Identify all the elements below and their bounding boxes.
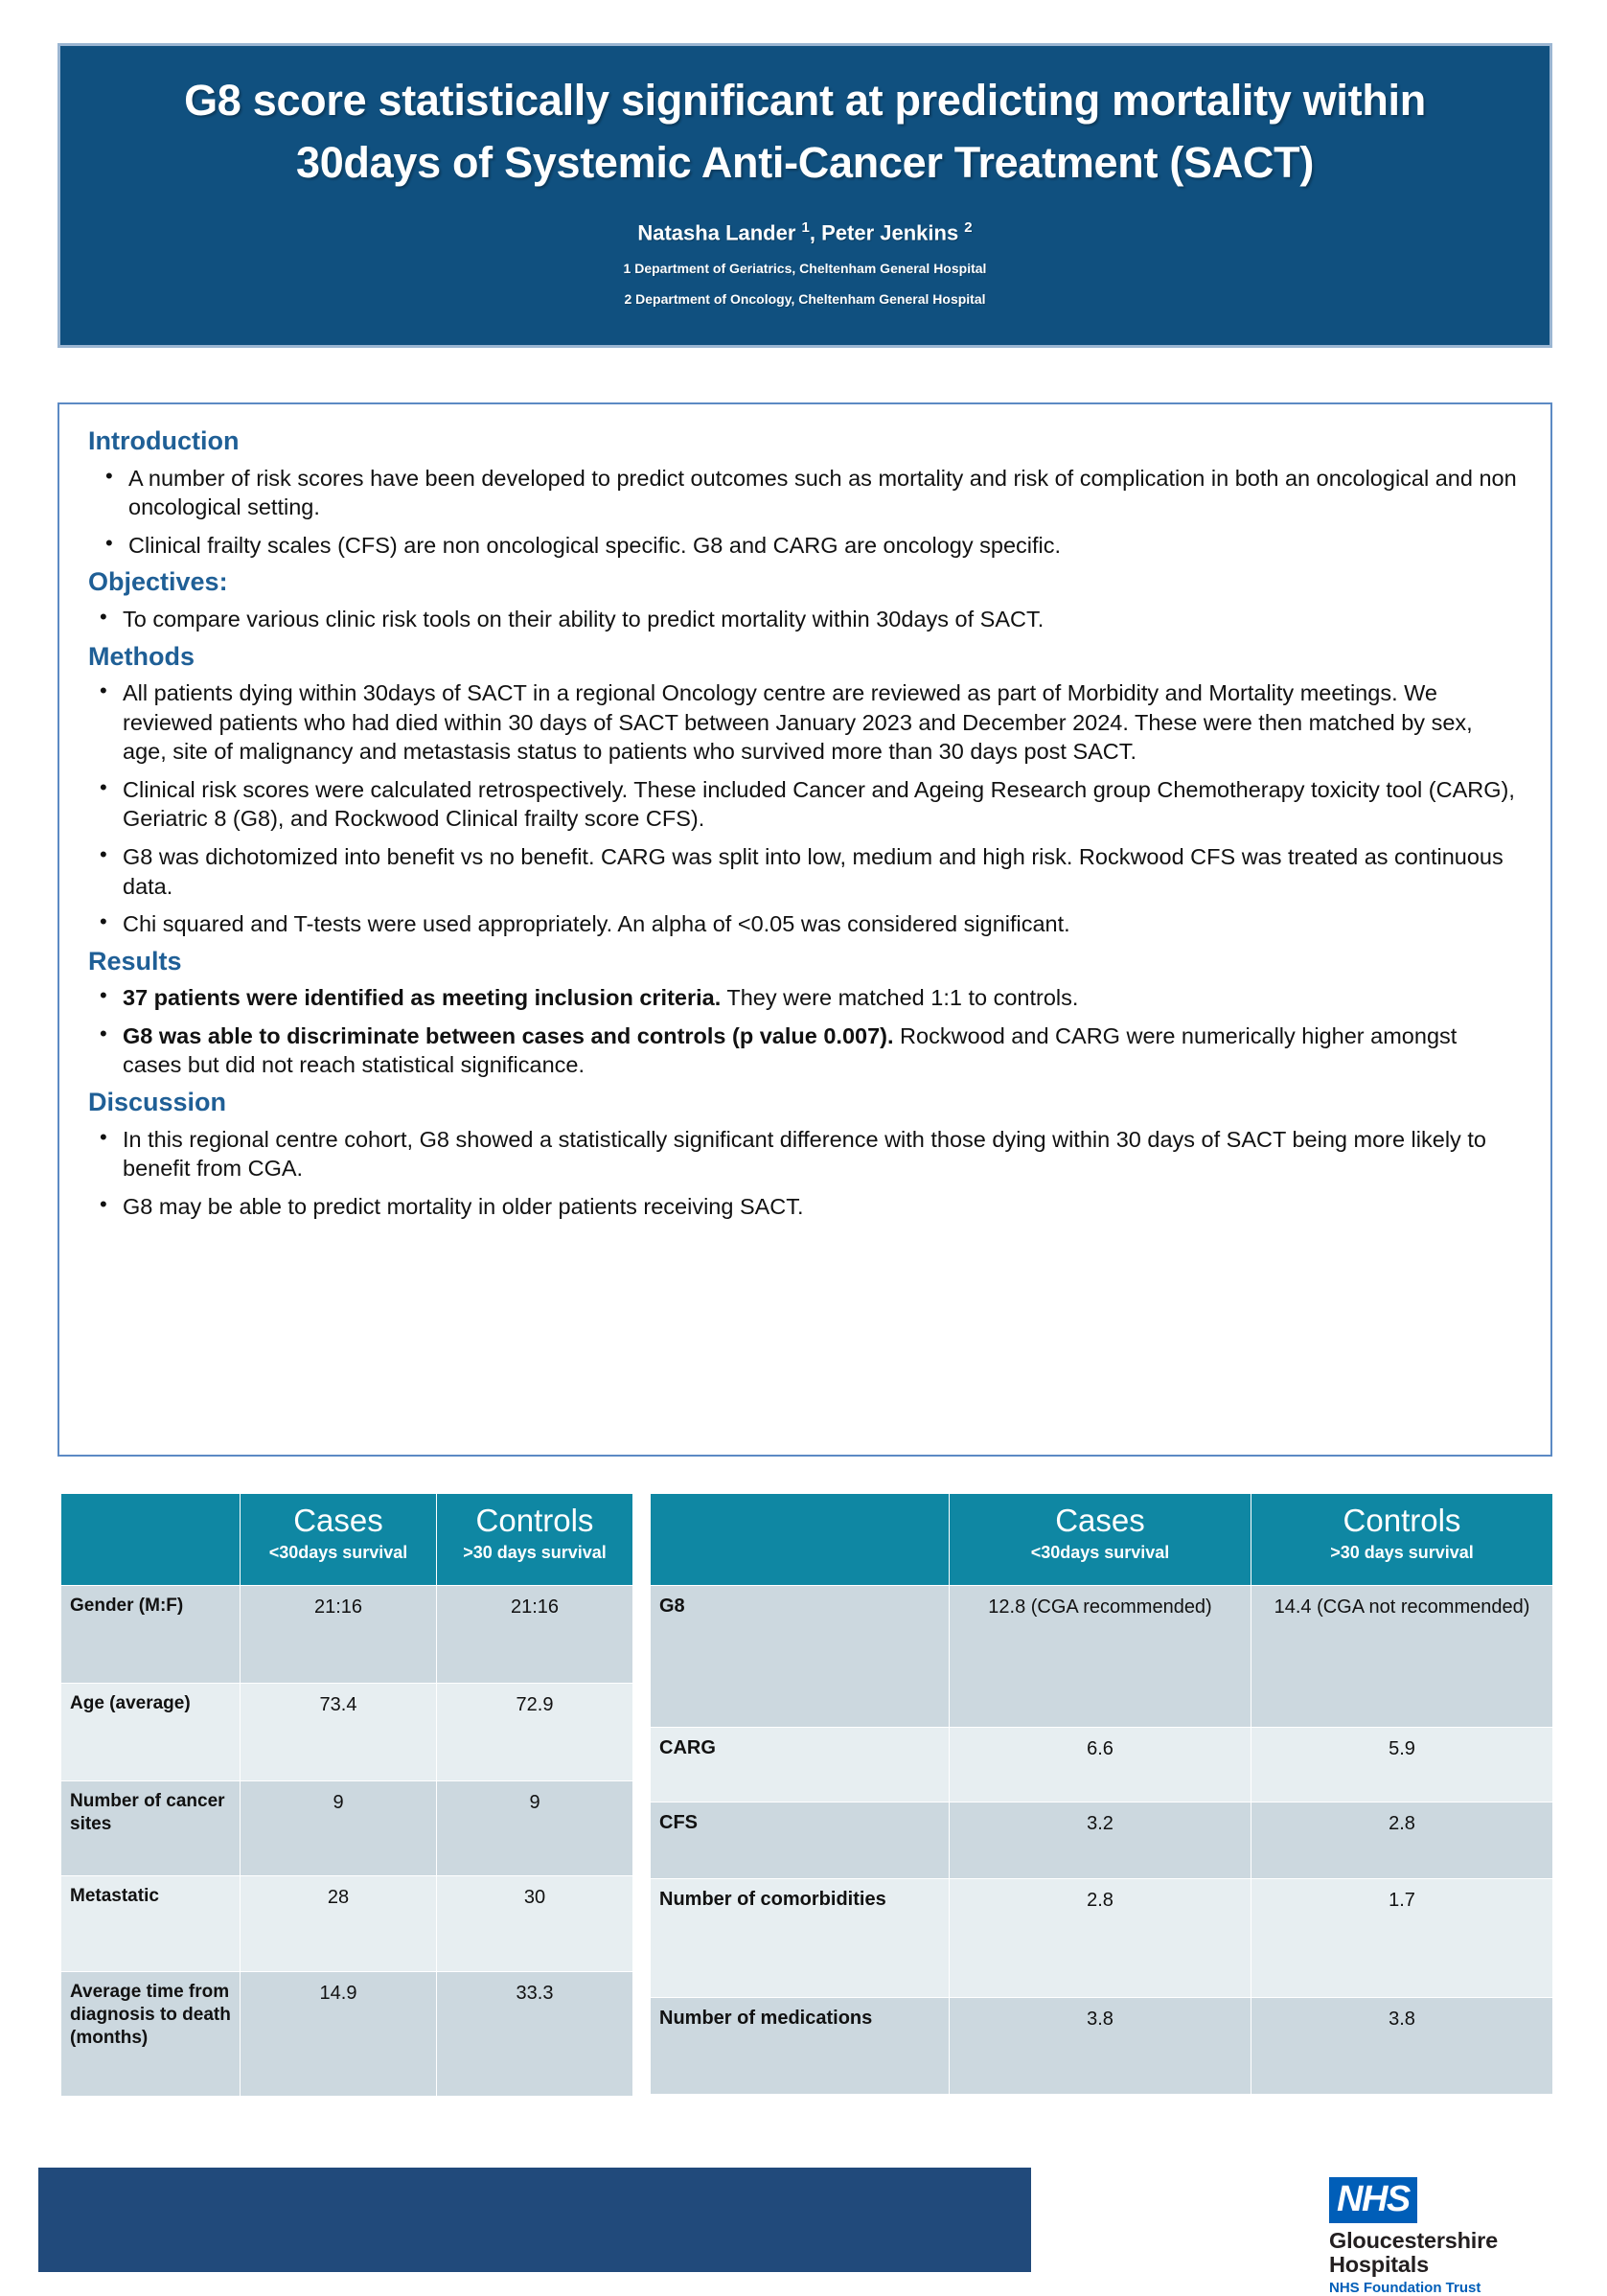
title-line-1: G8 score statistically significant at predicting mortality within: [184, 76, 1426, 125]
cell-cases: 6.6: [950, 1728, 1251, 1802]
cell-cases: 3.2: [950, 1802, 1251, 1879]
row-label: Number of comorbidities: [651, 1879, 950, 1998]
table-row: [651, 1728, 1553, 1802]
column-header-cases: [241, 1494, 437, 1586]
table-demographics-body: [61, 1586, 633, 2097]
table-demographics: [60, 1493, 633, 2097]
cell-cases: 12.8 (CGA recommended): [950, 1586, 1251, 1728]
row-label: CARG: [651, 1728, 950, 1802]
column-header-controls-title: Controls: [475, 1503, 594, 1538]
list-item: • Clinical risk scores were calculated retrospectively. These included Cancer and Ageing Research group Chemotherapy toxicity tool (CARG), Geriatric 8 (G8), and Rockwood Clinical frailty score CFS).: [88, 775, 1522, 834]
column-header-controls-subtitle: >30 days survival: [1330, 1542, 1474, 1562]
table-row: [651, 1998, 1553, 2095]
cell-controls: 30: [437, 1876, 633, 1972]
list-item: • In this regional centre cohort, G8 showed a statistically significant difference with those dying within 30 days of SACT being more likely to benefit from CGA.: [88, 1125, 1522, 1183]
page-title: [60, 46, 1550, 195]
list-item: • Chi squared and T-tests were used appropriately. An alpha of <0.05 was considered significant.: [88, 909, 1522, 939]
list-item: • G8 may be able to predict mortality in older patients receiving SACT.: [88, 1192, 1522, 1222]
nhs-trust-name: Gloucestershire Hospitals: [1329, 2228, 1498, 2278]
discussion-bullet-list: [88, 1125, 1522, 1222]
table-row: [651, 1586, 1553, 1728]
cell-controls: 21:16: [437, 1586, 633, 1684]
cell-cases: 21:16: [241, 1586, 437, 1684]
nhs-trust-subtitle: NHS Foundation Trust: [1329, 2279, 1481, 2296]
results-bullet-list: [88, 983, 1522, 1080]
cell-controls: 33.3: [437, 1972, 633, 2097]
table-row: [61, 1781, 633, 1876]
section-heading-introduction: Introduction: [88, 426, 240, 455]
table-row: [651, 1802, 1553, 1879]
column-header-cases-subtitle: <30days survival: [268, 1542, 408, 1562]
column-header-controls-title: Controls: [1343, 1503, 1461, 1538]
row-label: Average time from diagnosis to death (months): [61, 1972, 241, 2097]
row-label: G8: [651, 1586, 950, 1728]
cell-cases: 73.4: [241, 1684, 437, 1781]
result-detail: They were matched 1:1 to controls.: [721, 985, 1079, 1011]
row-label: Number of medications: [651, 1998, 950, 2095]
column-header-cases-title: Cases: [1055, 1503, 1145, 1538]
result-highlight: 37 patients were identified as meeting inclusion criteria.: [123, 985, 722, 1011]
column-header-cases-subtitle: <30days survival: [1030, 1542, 1170, 1562]
table-row: [61, 1684, 633, 1781]
list-item: • To compare various clinic risk tools on their ability to predict mortality within 30days of SACT.: [88, 605, 1522, 634]
section-heading-methods: Methods: [88, 641, 195, 671]
author-separator: , Peter Jenkins: [809, 219, 965, 244]
list-item: • A number of risk scores have been developed to predict outcomes such as mortality and risk of complication in both an oncological and non oncological setting.: [88, 464, 1522, 522]
column-header-controls-subtitle: >30 days survival: [463, 1542, 607, 1562]
cell-cases: 14.9: [241, 1972, 437, 2097]
cell-cases: 2.8: [950, 1879, 1251, 1998]
affiliation-one: 1 Department of Geriatrics, Cheltenham General Hospital: [623, 260, 987, 276]
cell-controls: 1.7: [1251, 1879, 1553, 1998]
section-heading-results: Results: [88, 946, 182, 976]
cell-cases: 28: [241, 1876, 437, 1972]
nhs-wordmark-icon: NHS: [1329, 2177, 1417, 2223]
row-label: Number of cancer sites: [61, 1781, 241, 1876]
objectives-bullet-list: [88, 605, 1522, 634]
row-label: Metastatic: [61, 1876, 241, 1972]
poster-content-box: [57, 402, 1552, 1457]
author-one: Natasha Lander: [637, 219, 802, 244]
column-header-cases-title: Cases: [293, 1503, 383, 1538]
affiliation-two: 2 Department of Oncology, Cheltenham General Hospital: [624, 290, 986, 307]
author-list: [60, 219, 1550, 245]
nhs-logo: [1329, 2177, 1569, 2296]
row-label: Gender (M:F): [61, 1586, 241, 1684]
list-item: [88, 983, 1522, 1013]
row-label: Age (average): [61, 1684, 241, 1781]
column-header-controls: [437, 1494, 633, 1586]
cell-controls: 9: [437, 1781, 633, 1876]
cell-controls: 2.8: [1251, 1802, 1553, 1879]
section-heading-objectives: Objectives:: [88, 567, 228, 597]
table-header-row: [61, 1494, 633, 1586]
row-label: CFS: [651, 1802, 950, 1879]
table-risk-scores-body: [651, 1586, 1553, 2095]
author-one-affil-marker: 1: [801, 218, 810, 236]
cell-controls: 5.9: [1251, 1728, 1553, 1802]
column-header-cases: [950, 1494, 1251, 1586]
table-row: [61, 1876, 633, 1972]
cell-cases: 9: [241, 1781, 437, 1876]
table-row: [61, 1972, 633, 2097]
table-header-row: [651, 1494, 1553, 1586]
section-heading-discussion: Discussion: [88, 1087, 227, 1116]
result-highlight: G8 was able to discriminate between cases and controls (p value 0.007).: [123, 1022, 894, 1048]
list-item: • G8 was dichotomized into benefit vs no benefit. CARG was split into low, medium and high risk. Rockwood CFS was treated as continuous data.: [88, 842, 1522, 901]
table-row: [651, 1879, 1553, 1998]
footer-bar: [38, 2168, 1031, 2272]
table-demographics-header: [61, 1494, 633, 1586]
author-two-affil-marker: 2: [964, 218, 973, 236]
result-detail: Rockwood and CARG were numerically higher amongst cases but did not reach statistical significance.: [123, 1022, 1458, 1078]
table-risk-scores-header: [651, 1494, 1553, 1586]
list-item: • All patients dying within 30days of SACT in a regional Oncology centre are reviewed as part of Morbidity and Mortality meetings. We reviewed patients who had died within 30 days of SACT between January 2023 and December 2024. These were then matched by sex, age, site of malignancy and metastasis status to patients who survived more than 30 days post SACT.: [88, 678, 1522, 767]
cell-controls: 14.4 (CGA not recommended): [1251, 1586, 1553, 1728]
column-header-blank: [61, 1494, 241, 1586]
list-item: [88, 1022, 1522, 1080]
cell-controls: 3.8: [1251, 1998, 1553, 2095]
list-item: • Clinical frailty scales (CFS) are non oncological specific. G8 and CARG are oncology specific.: [88, 531, 1522, 561]
column-header-blank: [651, 1494, 950, 1586]
introduction-bullet-list: [88, 464, 1522, 561]
methods-bullet-list: [88, 678, 1522, 938]
poster-header-banner: [57, 43, 1552, 348]
cell-cases: 3.8: [950, 1998, 1251, 2095]
table-risk-scores: [650, 1493, 1553, 2095]
column-header-controls: [1251, 1494, 1553, 1586]
table-row: [61, 1586, 633, 1684]
title-line-2: 30days of Systemic Anti-Cancer Treatment (SACT): [295, 138, 1315, 188]
cell-controls: 72.9: [437, 1684, 633, 1781]
